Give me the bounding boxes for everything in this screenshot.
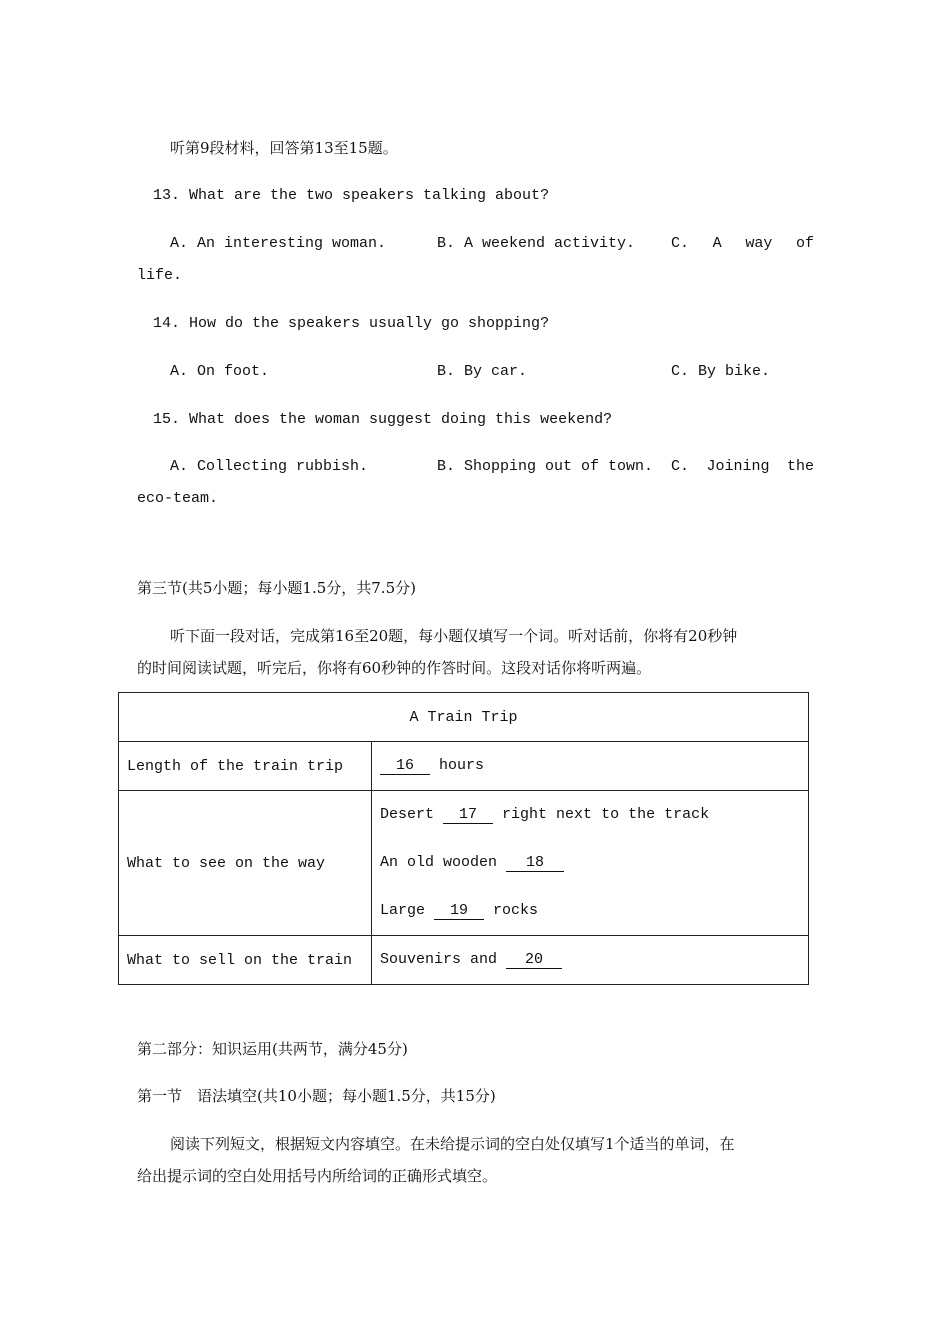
section3-instructions-line1: 听下面一段对话，完成第16至20题，每小题仅填写一个词。听对话前，你将有20秒钟 (170, 627, 738, 645)
question-15-option-a: A. Collecting rubbish. (170, 458, 369, 475)
table-row (119, 791, 809, 936)
question-15-option-c-word: Joining (706, 458, 770, 475)
sight-line-1-suffix: right next to the track (502, 806, 710, 823)
question-15-option-b: B. Shopping out of town. (437, 458, 654, 475)
sight-line-1 (380, 791, 800, 839)
train-trip-table (118, 692, 809, 985)
question-14-stem: 14. How do the speakers usually go shopping? (153, 315, 550, 332)
row-value-length (372, 742, 809, 791)
question-13-option-c-wrap: life. (137, 267, 183, 284)
row-value-sights (372, 791, 809, 936)
part2-section1-heading: 第一节 语法填空(共10小题；每小题1.5分，共15分) (137, 1087, 496, 1105)
part2-heading: 第二部分：知识运用(共两节，满分45分) (137, 1040, 408, 1058)
table-title: A Train Trip (119, 693, 809, 742)
section3-heading: 第三节(共5小题；每小题1.5分，共7.5分) (137, 579, 416, 597)
question-13-option-c-word: C. (671, 235, 690, 252)
question-13-option-b: B. A weekend activity. (437, 235, 636, 252)
question-15-option-c-wrap: eco-team. (137, 490, 219, 507)
question-13-option-a: A. An interesting woman. (170, 235, 387, 252)
sight-line-3-suffix: rocks (493, 902, 539, 919)
listening-intro-9: 听第9段材料，回答第13至15题。 (170, 139, 398, 157)
table-title-row (119, 693, 809, 742)
part2-instructions-line1: 阅读下列短文，根据短文内容填空。在未给提示词的空白处仅填写1个适当的单词，在 (170, 1135, 735, 1153)
question-14-option-c: C. By bike. (671, 363, 771, 380)
question-13-option-c-word: of (795, 235, 814, 252)
row-value-sell (372, 936, 809, 985)
question-15-option-c-word: C. (671, 458, 690, 475)
section3-instructions-line2: 的时间阅读试题，听完后，你将有60秒钟的作答时间。这段对话你将听两遍。 (137, 659, 652, 677)
question-14-option-b: B. By car. (437, 363, 528, 380)
row-label-sights: What to see on the way (119, 791, 372, 936)
question-15-option-c-word: the (786, 458, 814, 475)
question-13-option-c-word: A (712, 235, 722, 252)
question-13-option-c (671, 234, 814, 254)
sell-prefix: Souvenirs and (380, 951, 498, 968)
sight-line-2 (380, 839, 800, 887)
sight-line-1-prefix: Desert (380, 806, 435, 823)
row-label-length: Length of the train trip (119, 742, 372, 791)
table-row (119, 936, 809, 985)
question-15-option-c (671, 457, 814, 477)
sight-line-3 (380, 887, 800, 935)
sight-line-2-prefix: An old wooden (380, 854, 498, 871)
answer-blank-19[interactable]: 19 (434, 902, 484, 920)
answer-blank-18[interactable]: 18 (506, 854, 564, 872)
question-15-stem: 15. What does the woman suggest doing this weekend? (153, 411, 613, 428)
answer-blank-20[interactable]: 20 (506, 951, 562, 969)
answer-blank-16[interactable]: 16 (380, 757, 430, 775)
table-row (119, 742, 809, 791)
answer-blank-17[interactable]: 17 (443, 806, 493, 824)
question-13-stem: 13. What are the two speakers talking about? (153, 187, 550, 204)
sight-line-3-prefix: Large (380, 902, 426, 919)
question-14-option-a: A. On foot. (170, 363, 270, 380)
part2-instructions-line2: 给出提示词的空白处用括号内所给词的正确形式填空。 (137, 1167, 498, 1185)
blank-16-suffix: hours (439, 757, 485, 774)
row-label-sell: What to sell on the train (119, 936, 372, 985)
question-13-option-c-word: way (745, 235, 773, 252)
